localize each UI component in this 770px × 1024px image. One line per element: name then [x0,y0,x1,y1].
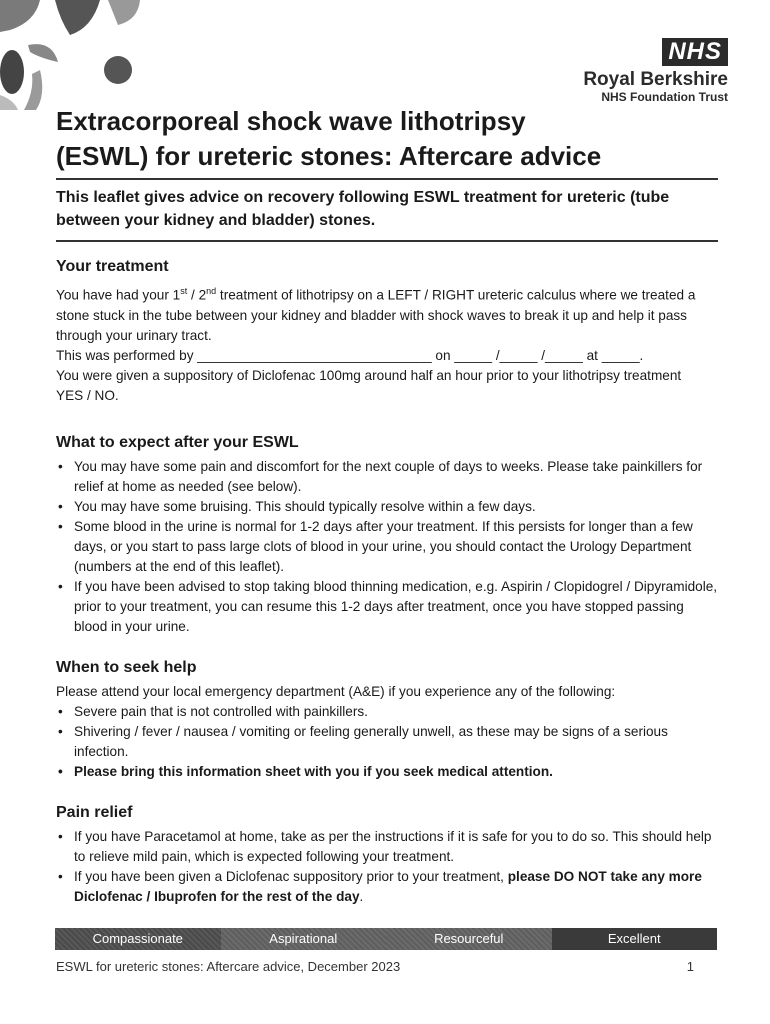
seek-help-list [56,702,720,782]
list-item: • Severe pain that is not controlled with painkillers. [58,703,368,719]
treatment-paragraph: You have had your 1st / 2nd treatment of lithotripsy on a LEFT / RIGHT ureteric calculus where we treated a stone stuck in the tube between your kidney and bladder with shock waves to break it up and help it pass through your urinary tract. [56,286,696,343]
footer-title: ESWL for ureteric stones: Aftercare advice, December 2023 [56,959,401,974]
list-item: • You may have some pain and discomfort for the next couple of days to weeks. Please take painkillers for relief at home as needed (see below). [58,458,703,494]
value-aspirational: Aspirational [221,928,387,950]
title-line-1: Extracorporeal shock wave lithotripsy [56,106,526,136]
main-content [56,256,720,920]
expect-list [56,457,720,637]
divider-bottom [56,240,718,242]
divider-top [56,178,718,180]
suppository-line: You were given a suppository of Diclofenac 100mg around half an hour prior to your lithotripsy treatment YES / NO. [56,367,704,403]
section-pain-relief [56,802,720,907]
organisation-subtitle: NHS Foundation Trust [601,90,728,104]
value-resourceful: Resourceful [386,928,552,950]
section-what-to-expect [56,432,720,637]
section-heading: What to expect after your ESWL [56,433,299,451]
nhs-logo-icon: NHS [662,38,728,66]
page-title [56,104,696,174]
intro-summary: This leaflet gives advice on recovery following ESWL treatment for ureteric (tube between your kidney and bladder) stones. [56,189,670,229]
list-item: • Shivering / fever / nausea / vomiting or feeling generally unwell, as these may be signs of a serious infection. [58,723,668,759]
section-when-to-seek-help [56,657,720,782]
list-item: • If you have Paracetamol at home, take as per the instructions if it is safe for you to do so. This should help to relieve mild pain, which is expected following your treatment. [58,828,712,864]
list-item: • Some blood in the urine is normal for 1-2 days after your treatment. If this persists for longer than a few days, or you start to pass large clots of blood in your urine, you should contact the Urology Department (numbers at the end of this leaflet). [58,518,693,574]
value-excellent: Excellent [552,928,718,950]
trust-decorative-logo-icon [0,0,150,110]
value-compassionate: Compassionate [55,928,221,950]
list-item: • If you have been advised to stop taking blood thinning medication, e.g. Aspirin / Clopidogrel / Dipyramidole, prior to your treatment, you can resume this 1-2 days after treatment, once you have stopped passing blood in your urine. [58,578,718,634]
title-line-2: (ESWL) for ureteric stones: Aftercare advice [56,141,602,171]
list-item-bold: • Please bring this information sheet with you if you seek medical attention. [58,763,553,779]
list-item: • If you have been given a Diclofenac suppository prior to your treatment, please DO NOT take any more Diclofenac / Ibuprofen for the rest of the day. [58,868,702,904]
section-heading: Pain relief [56,803,133,821]
nhs-trust-logo [583,38,728,104]
list-item: • You may have some bruising. This should typically resolve within a few days. [58,498,536,514]
section-heading: When to seek help [56,658,197,676]
page-number: 1 [686,959,694,974]
section-heading: Your treatment [56,258,169,275]
pain-relief-list [56,827,720,907]
seek-help-intro: Please attend your local emergency department (A&E) if you experience any of the following: [56,683,616,699]
trust-values-bar [55,928,717,950]
section-your-treatment [56,256,720,406]
organisation-name: Royal Berkshire [583,69,728,90]
performed-by-line: This was performed by _______________________________ on _____ /_____ /_____ at _____. [56,347,644,363]
